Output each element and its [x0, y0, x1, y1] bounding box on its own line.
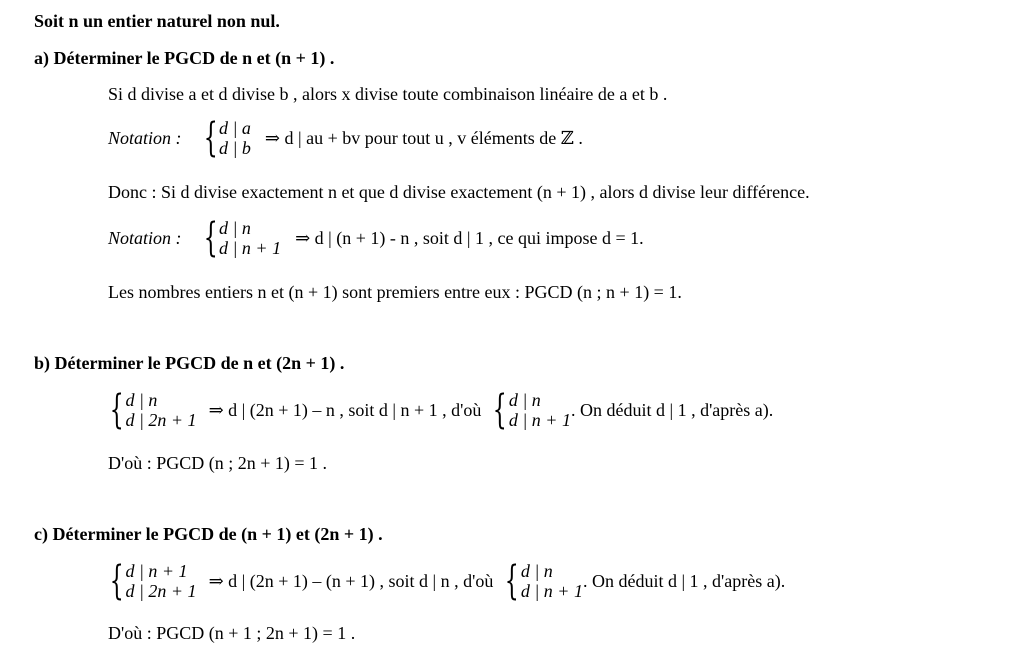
- left-brace-icon: {: [109, 387, 124, 433]
- derivation-mid: ⇒ d | (2n + 1) – (n + 1) , soit d | n , d'où: [208, 570, 494, 591]
- system-line: d | n: [218, 218, 251, 238]
- derivation-mid: ⇒ d | (2n + 1) – n , soit d | n + 1 , d'où: [208, 399, 482, 420]
- system-lines: [219, 218, 281, 258]
- left-brace-icon: {: [203, 215, 218, 261]
- part-a-notation2: [108, 215, 644, 261]
- system-line: d | n + 1: [218, 238, 282, 258]
- system-line: d | 2n + 1: [125, 410, 197, 430]
- left-brace-icon: {: [493, 387, 508, 433]
- part-b-derivation: [104, 387, 774, 433]
- system-line: d | n + 1: [508, 410, 571, 430]
- part-a-heading: a) Déterminer le PGCD de n et (n + 1) .: [34, 48, 335, 68]
- system-line: d | n + 1: [125, 561, 188, 581]
- part-a-line1: Si d divise a et d divise b , alors x divise toute combinaison linéaire de a et b .: [108, 84, 668, 104]
- system-line: d | n: [520, 561, 553, 581]
- part-a-conclusion: Les nombres entiers n et (n + 1) sont premiers entre eux : PGCD (n ; n + 1) = 1.: [108, 282, 682, 302]
- system-line: d | n + 1: [520, 581, 583, 601]
- part-a-notation1: [108, 115, 583, 161]
- system-line: d | a: [218, 118, 251, 138]
- part-b-heading: b) Déterminer le PGCD de n et (2n + 1) .: [34, 353, 345, 373]
- part-c-heading: c) Déterminer le PGCD de (n + 1) et (2n + 1) .: [34, 524, 383, 544]
- left-brace-icon: {: [505, 558, 520, 604]
- part-c-conclusion: D'où : PGCD (n + 1 ; 2n + 1) = 1 .: [108, 623, 356, 643]
- left-brace-icon: {: [203, 115, 218, 161]
- system-line: d | n: [508, 390, 541, 410]
- part-c-derivation: [104, 558, 786, 604]
- notation-label: Notation :: [108, 227, 182, 248]
- derivation-end: . On déduit d | 1 , d'après a).: [570, 399, 774, 420]
- left-brace-icon: {: [109, 558, 124, 604]
- system-lines: [219, 118, 251, 158]
- system-lines: [125, 561, 196, 601]
- system-lines: [509, 390, 571, 430]
- part-a-line2: Donc : Si d divise exactement n et que d divise exactement (n + 1) , alors d divise leur différence.: [108, 182, 810, 202]
- intro-text: Soit n un entier naturel non nul.: [34, 11, 280, 31]
- system-lines: [521, 561, 583, 601]
- system-lines: [125, 390, 196, 430]
- system-line: d | n: [125, 390, 158, 410]
- derivation-end: . On déduit d | 1 , d'après a).: [582, 570, 786, 591]
- notation-label: Notation :: [108, 127, 182, 148]
- system-line: d | 2n + 1: [125, 581, 197, 601]
- system-line: d | b: [218, 138, 251, 158]
- part-b-conclusion: D'où : PGCD (n ; 2n + 1) = 1 .: [108, 453, 328, 473]
- notation2-rest: ⇒ d | (n + 1) - n , soit d | 1 , ce qui impose d = 1.: [295, 227, 644, 248]
- notation1-rest: ⇒ d | au + bv pour tout u , v éléments de ℤ .: [264, 127, 583, 148]
